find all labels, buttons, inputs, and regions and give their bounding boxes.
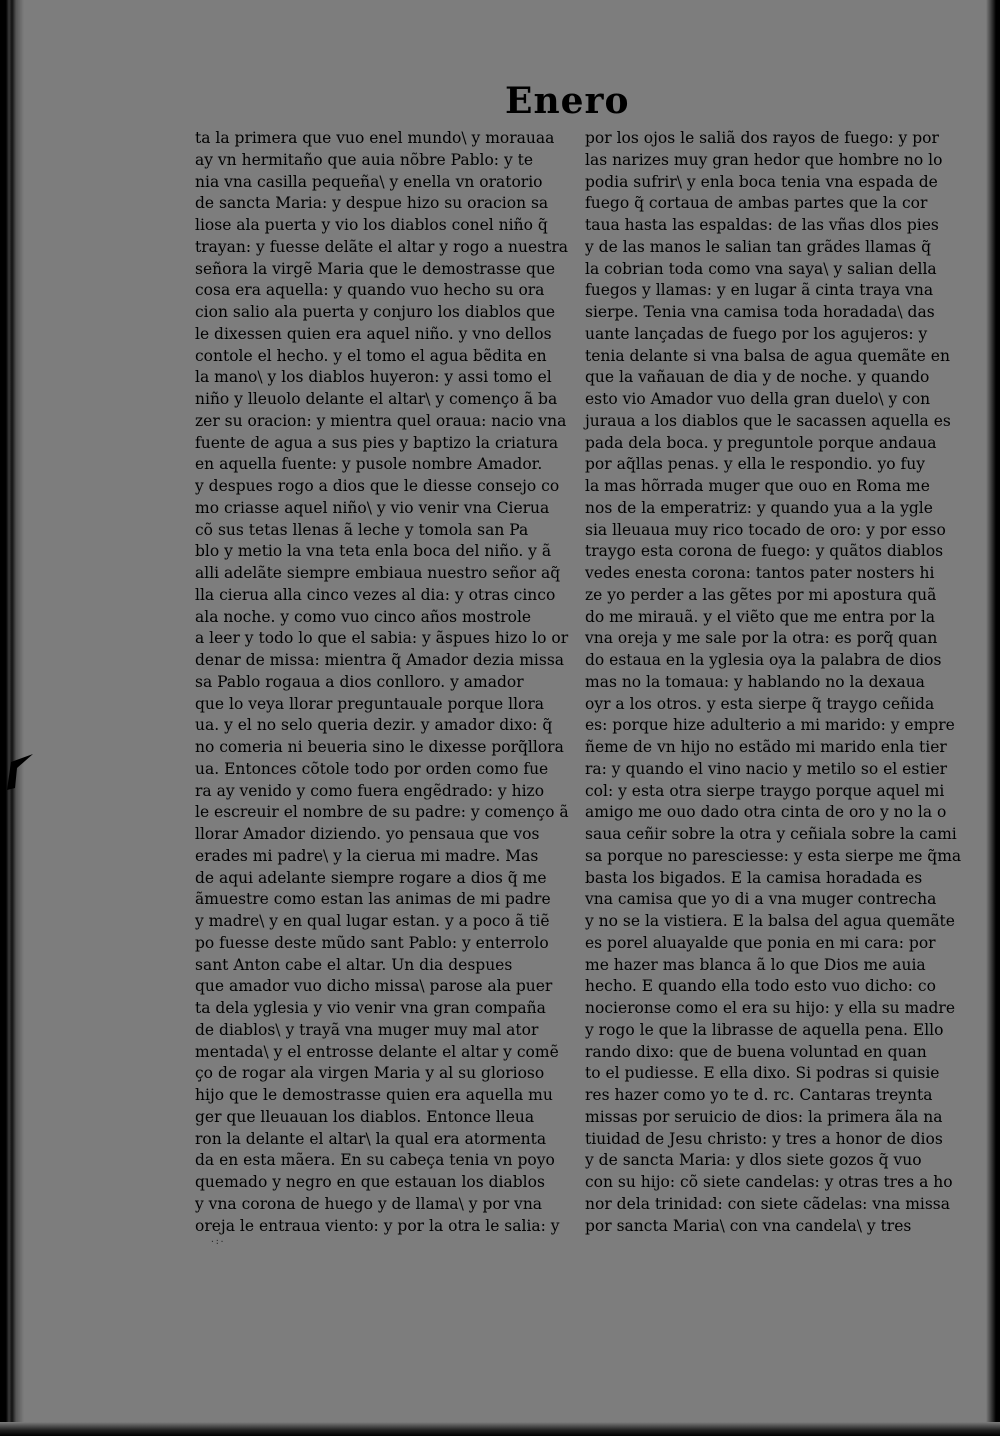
- text-line: y de sancta Maria: y dlos siete gozos q̃ vuo: [585, 1151, 922, 1170]
- text-line: ron la delante el altar\ la qual era atormenta: [195, 1129, 547, 1148]
- text-line: quemado y negro en que estauan los diablos: [195, 1173, 545, 1191]
- ink-smudge: ·:·: [210, 1237, 225, 1246]
- text-line: ãmuestre como estan las animas de mi padre: [195, 890, 551, 909]
- text-line: sa Pablo rogaua a dios conlloro. y amador: [195, 672, 524, 691]
- text-line: y vna corona de huego y de llama\ y por vna: [195, 1194, 543, 1213]
- text-line: taua hasta las espaldas: de las vñas dlos pies: [585, 216, 939, 234]
- text-line: nos de la emperatriz: y quando yua a la ygle: [585, 498, 933, 517]
- text-line: de aqui adelante siempre rogare a dios q̃ me: [195, 868, 547, 887]
- text-line: ger que lleuauan los diablos. Entonce lleua: [195, 1107, 535, 1126]
- text-line: y madre\ y en qual lugar estan. y a poco ã tiẽ: [195, 912, 550, 930]
- text-line: erades mi padre\ y la cierua mi madre. Mas: [195, 846, 539, 865]
- text-line: traygo esta corona de fuego: y quãtos diablos: [585, 542, 944, 561]
- text-line: la cobrian toda como vna saya\ y salian della: [585, 259, 937, 278]
- page-right-edge: [986, 0, 1000, 1436]
- text-line: ta la primera que vuo enel mundo\ y morauaa: [195, 129, 555, 147]
- text-line: missas por seruicio de dios: la primera ãla na: [585, 1107, 943, 1126]
- text-line: fuego q̃ cortaua de ambas partes que la cor: [585, 194, 928, 213]
- text-line: es porel aluayalde que ponia en mi cara: por: [585, 933, 936, 952]
- text-line: la mas hõrrada muger que ouo en Roma me: [585, 477, 930, 495]
- text-line: hijo que le demostrasse quien era aquella mu: [195, 1086, 553, 1104]
- text-line: por sancta Maria\ con vna candela\ y tres: [585, 1216, 912, 1235]
- text-line: oyr a los otros. y esta sierpe q̃ traygo ceñida: [585, 694, 935, 713]
- margin-ink-mark: [5, 752, 35, 792]
- text-line: ze yo perder a las gẽtes por mi apostura quã: [585, 585, 937, 604]
- text-line: me hazer mas blanca ã lo que Dios me auia: [585, 955, 926, 974]
- text-line: contole el hecho. y el tomo el agua bẽdita en: [195, 346, 547, 365]
- left-text-column: [195, 128, 580, 1237]
- text-line: ay vn hermitaño que auia nõbre Pablo: y te: [195, 150, 534, 169]
- text-line: ua. y el no selo queria dezir. y amador dixo: q̃: [195, 716, 553, 735]
- right-text-column: [585, 128, 970, 1237]
- text-line: podia sufrir\ y enla boca tenia vna espada de: [585, 172, 938, 191]
- text-line: zer su oracion: y mientra quel oraua: nacio vna: [195, 411, 567, 430]
- text-line: uante lançadas de fuego por los agujeros: y: [585, 324, 928, 343]
- text-line: de sancta Maria: y despue hizo su oracion sa: [195, 194, 549, 213]
- text-line: de diablos\ y trayã vna muger muy mal ator: [195, 1020, 539, 1039]
- text-line: y rogo le que la librasse de aquella pena. Ello: [585, 1020, 944, 1039]
- text-line: denar de missa: mientra q̃ Amador dezia missa: [195, 651, 565, 669]
- text-line: ua. Entonces cõtole todo por orden como fue: [195, 759, 549, 778]
- text-line: pada dela boca. y preguntole porque andaua: [585, 433, 937, 452]
- text-line: da en esta mãera. En su cabeça tenia vn poyo: [195, 1151, 555, 1170]
- text-line: que lo veya llorar preguntauale porque llora: [195, 694, 545, 713]
- text-line: col: y esta otra sierpe traygo porque aquel mi: [585, 781, 945, 800]
- text-line: sa porque no paresciesse: y esta sierpe me q̃ma: [585, 846, 962, 865]
- text-line: liose ala puerta y vio los diablos conel niño q̃: [195, 216, 548, 234]
- text-line: sierpe. Tenia vna camisa toda horadada\ das: [585, 303, 935, 321]
- text-line: trayan: y fuesse delãte el altar y rogo a nuestra: [195, 237, 569, 256]
- text-line: to el pudiesse. E ella dixo. Si podras si quisie: [585, 1064, 940, 1083]
- text-line: do me mirauã. y el viẽto que me entra por la: [585, 607, 936, 626]
- text-line: vna camisa que yo di a vna muger contrecha: [585, 890, 937, 909]
- text-line: niño y lleuolo delante el altar\ y començo ã ba: [195, 390, 558, 408]
- text-line: tiuidad de Jesu christo: y tres a honor de dios: [585, 1129, 943, 1148]
- text-line: saua ceñir sobre la otra y ceñiala sobre la cami: [585, 825, 957, 843]
- text-line: que la vañauan de dia y de noche. y quando: [585, 368, 930, 387]
- text-line: con su hijo: cõ siete candelas: y otras tres a ho: [585, 1173, 953, 1191]
- text-line: ra: y quando el vino nacio y metilo so el estier: [585, 759, 948, 778]
- text-line: vna oreja y me sale por la otra: es porq̃ quan: [585, 629, 938, 648]
- text-line: la mano\ y los diablos huyeron: y assi tomo el: [195, 368, 552, 387]
- text-line: y no se la vistiera. E la balsa del agua quemãte: [585, 912, 955, 930]
- text-line: ço de rogar ala virgen Maria y al su glorioso: [195, 1064, 545, 1083]
- text-line: cosa era aquella: y quando vuo hecho su ora: [195, 281, 545, 300]
- text-line: res hazer como yo te d. rc. Cantaras treynta: [585, 1086, 933, 1104]
- text-line: ala noche. y como vuo cinco años mostrole: [195, 607, 532, 626]
- text-line: mentada\ y el entrosse delante el altar y comẽ: [195, 1042, 559, 1061]
- text-line: las narizes muy gran hedor que hombre no lo: [585, 150, 943, 169]
- text-line: por aq̃llas penas. y ella le respondio. yo fuy: [585, 455, 925, 474]
- text-line: sia lleuaua muy rico tocado de oro: y por esso: [585, 520, 946, 539]
- text-line: le dixessen quien era aquel niño. y vno dellos: [195, 324, 552, 343]
- text-line: por los ojos le saliã dos rayos de fuego: y por: [585, 129, 939, 147]
- text-line: lla cierua alla cinco vezes al dia: y otras cinco: [195, 585, 556, 604]
- text-line: vedes enesta corona: tantos pater nosters hi: [585, 564, 935, 582]
- text-line: cion salio ala puerta y conjuro los diablos que: [195, 303, 556, 321]
- text-line: a leer y todo lo que el sabia: y ãspues hizo lo or: [195, 629, 569, 648]
- text-line: en aquella fuente: y pusole nombre Amador.: [195, 455, 543, 474]
- text-line: fuegos y llamas: y en lugar ã cinta traya vna: [585, 281, 934, 300]
- text-line: nor dela trinidad: con siete cãdelas: vna missa: [585, 1194, 951, 1213]
- text-line: do estaua en la yglesia oya la palabra de dios: [585, 651, 942, 669]
- text-line: mo criasse aquel niño\ y vio venir vna Cierua: [195, 498, 550, 517]
- text-line: y de las manos le salian tan grãdes llamas q̃: [585, 237, 932, 256]
- text-line: es: porque hize adulterio a mi marido: y empre: [585, 716, 955, 735]
- text-line: llorar Amador diziendo. yo pensaua que vos: [195, 825, 540, 843]
- text-line: mas no la tomaua: y hablando no la dexaua: [585, 672, 925, 691]
- text-line: ta dela yglesia y vio venir vna gran compaña: [195, 999, 546, 1017]
- text-line: ra ay venido y como fuera engẽdrado: y hizo: [195, 781, 545, 800]
- text-line: ñeme de vn hijo no estãdo mi marido enla tier: [585, 738, 947, 756]
- text-line: nocieronse como el era su hijo: y ella su madre: [585, 999, 956, 1017]
- text-line: que amador vuo dicho missa\ parose ala puer: [195, 977, 553, 996]
- text-line: hecho. E quando ella todo esto vuo dicho: co: [585, 977, 936, 996]
- text-line: fuente de agua a sus pies y baptizo la criatura: [195, 433, 559, 452]
- text-line: blo y metio la vna teta enla boca del niño. y ã: [195, 542, 552, 561]
- text-line: cõ sus tetas llenas ã leche y tomola san Pa: [195, 520, 529, 539]
- text-line: esto vio Amador vuo della gran duelo\ y con: [585, 390, 931, 408]
- text-line: y despues rogo a dios que le diesse consejo co: [195, 477, 560, 495]
- text-line: amigo me ouo dado otra cinta de oro y no la o: [585, 803, 947, 822]
- text-line: basta los bigados. E la camisa horadada es: [585, 868, 923, 887]
- page-binding-edge: [0, 0, 26, 1436]
- text-line: alli adelãte siempre embiaua nuestro señor aq̃: [195, 564, 561, 582]
- text-line: oreja le entraua viento: y por la otra le salia: y: [195, 1216, 560, 1235]
- text-line: po fuesse deste mũdo sant Pablo: y enterrolo: [195, 933, 549, 952]
- text-line: nia vna casilla pequeña\ y enella vn oratorio: [195, 172, 543, 191]
- text-line: rando dixo: que de buena voluntad en quan: [585, 1042, 927, 1061]
- text-line: sant Anton cabe el altar. Un dia despues: [195, 955, 513, 974]
- text-line: no comeria ni beueria sino le dixesse porq̃llora: [195, 738, 564, 756]
- text-line: le escreuir el nombre de su padre: y començo ã: [195, 803, 569, 822]
- page-bottom-edge: [0, 1422, 1000, 1436]
- text-line: juraua a los diablos que le sacassen aquella es: [585, 411, 951, 430]
- text-line: señora la virgẽ Maria que le demostrasse que: [195, 259, 556, 278]
- page-heading: Enero: [505, 80, 630, 122]
- text-line: tenia delante si vna balsa de agua quemãte en: [585, 346, 950, 365]
